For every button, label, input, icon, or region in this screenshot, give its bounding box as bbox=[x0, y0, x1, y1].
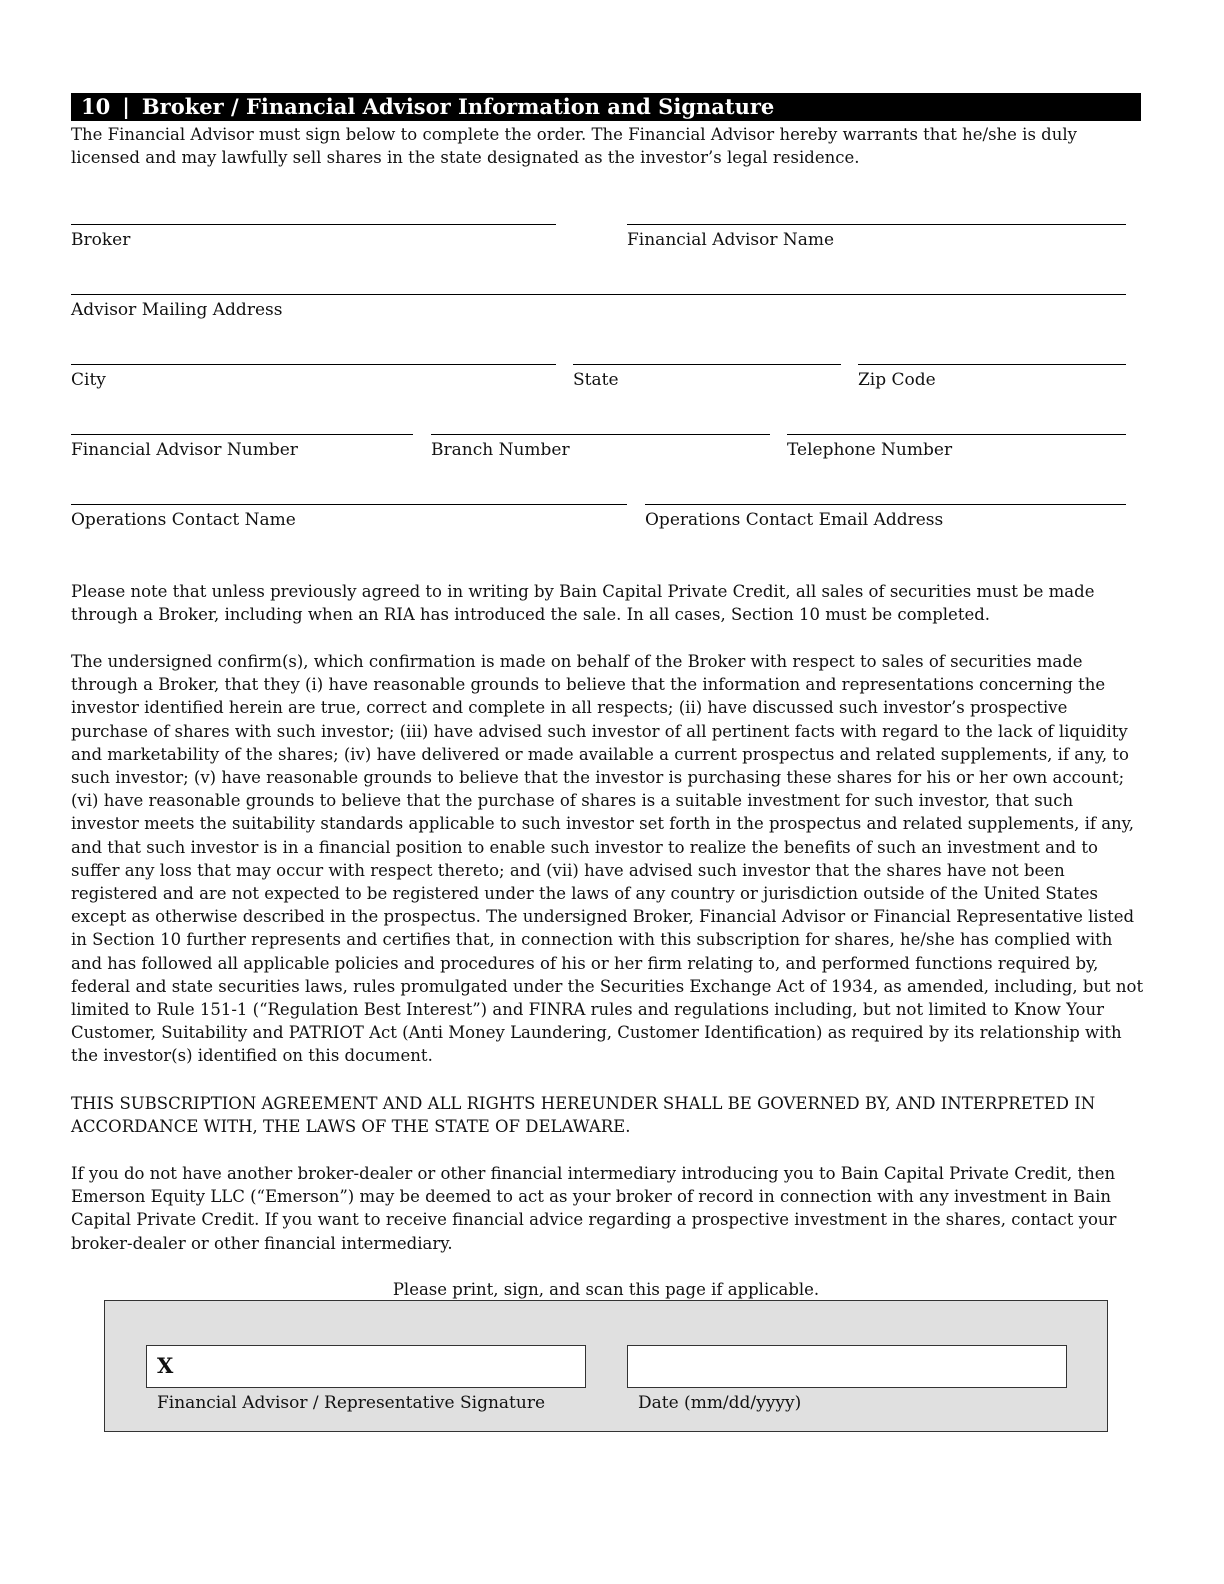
mailing-address-label: Advisor Mailing Address bbox=[71, 300, 283, 320]
ops-contact-email-field[interactable] bbox=[645, 504, 1126, 505]
ops-contact-email-label: Operations Contact Email Address bbox=[645, 510, 944, 530]
mailing-address-field[interactable] bbox=[71, 294, 1126, 295]
print-sign-instruction: Please print, sign, and scan this page if applicable. bbox=[392, 1280, 820, 1299]
ops-contact-name-field[interactable] bbox=[71, 504, 627, 505]
section-title: Broker / Financial Advisor Information and Signature bbox=[141, 94, 775, 119]
signature-panel bbox=[104, 1300, 1108, 1432]
advisor-number-field[interactable] bbox=[71, 434, 413, 435]
branch-number-label: Branch Number bbox=[431, 440, 570, 460]
broker-note-paragraph: Please note that unless previously agreed to in writing by Bain Capital Private Credit, all sales of securities must be made through a Broker, including when an RIA has introduced the sale. In all cases, Section 10 must be completed. bbox=[71, 582, 1095, 625]
state-field[interactable] bbox=[573, 364, 841, 365]
advisor-name-label: Financial Advisor Name bbox=[627, 230, 835, 250]
broker-field[interactable] bbox=[71, 224, 556, 225]
confirmation-paragraph: The undersigned confirm(s), which confirmation is made on behalf of the Broker with respect to sales of securities made through a Broker, that they (i) have reasonable grounds to believe that the information and representations concerning the investor identified herein are true, correct and complete in all respects; (ii) have discussed such investor’s prospective purchase of shares with such investor; (iii) have advised such investor of all pertinent facts with regard to the lack of liquidity and marketability of the shares; (iv) have delivered or made available a current prospectus and related supplements, if any, to such investor; (v) have reasonable grounds to believe that the investor is purchasing these shares for his or her own account; (vi) have reasonable grounds to believe that the purchase of shares is a suitable investment for such investor, that such investor meets the suitability standards applicable to such investor set forth in the prospectus and related supplements, if any, and that such investor is in a financial position to enable such investor to realize the benefits of such an investment and to suffer any loss that may occur with respect thereto; and (vii) have advised such investor that the shares have not been registered and are not expected to be registered under the laws of any country or jurisdiction outside of the United States except as otherwise described in the prospectus. The undersigned Broker, Financial Advisor or Financial Representative listed in Section 10 further represents and certifies that, in connection with this subscription for shares, he/she has complied with and has followed all applicable policies and procedures of his or her firm relating to, and performed functions required by, federal and state securities laws, rules promulgated under the Securities Exchange Act of 1934, as amended, including, but not limited to Rule 151-1 (“Regulation Best Interest”) and FINRA rules and regulations including, but not limited to Know Your Customer, Suitability and PATRIOT Act (Anti Money Laundering, Customer Identification) as required by its relationship with the investor(s) identified on this document. bbox=[71, 652, 1144, 1066]
signature-x-mark: X bbox=[157, 1353, 174, 1378]
telephone-field[interactable] bbox=[787, 434, 1126, 435]
advisor-name-field[interactable] bbox=[627, 224, 1126, 225]
date-label: Date (mm/dd/yyyy) bbox=[638, 1393, 802, 1413]
city-label: City bbox=[71, 370, 106, 390]
city-field[interactable] bbox=[71, 364, 556, 365]
telephone-label: Telephone Number bbox=[787, 440, 953, 460]
section-intro: The Financial Advisor must sign below to complete the order. The Financial Advisor hereby warrants that he/she is duly licensed and may lawfully sell shares in the state designated as the investor’s legal residence. bbox=[71, 125, 1077, 167]
advisor-number-label: Financial Advisor Number bbox=[71, 440, 298, 460]
date-field[interactable] bbox=[627, 1345, 1067, 1388]
state-label: State bbox=[573, 370, 619, 390]
ops-contact-name-label: Operations Contact Name bbox=[71, 510, 296, 530]
signature-label: Financial Advisor / Representative Signature bbox=[157, 1393, 546, 1413]
section-separator: | bbox=[122, 94, 130, 119]
zip-field[interactable] bbox=[858, 364, 1126, 365]
emerson-paragraph: If you do not have another broker-dealer or other financial intermediary introducing you to Bain Capital Private Credit, then Emerson Equity LLC (“Emerson”) may be deemed to act as your broker of record in connection with any investment in Bain Capital Private Credit. If you want to receive financial advice regarding a prospective investment in the shares, contact your broker-dealer or other financial intermediary. bbox=[71, 1164, 1117, 1253]
section-header bbox=[71, 93, 1141, 121]
broker-label: Broker bbox=[71, 230, 131, 250]
governing-law-paragraph: THIS SUBSCRIPTION AGREEMENT AND ALL RIGHTS HEREUNDER SHALL BE GOVERNED BY, AND INTERPRETED IN ACCORDANCE WITH, THE LAWS OF THE STATE OF DELAWARE. bbox=[71, 1094, 1096, 1137]
section-number: 10 bbox=[81, 94, 111, 119]
branch-number-field[interactable] bbox=[431, 434, 770, 435]
zip-label: Zip Code bbox=[858, 370, 936, 390]
signature-field[interactable] bbox=[146, 1345, 586, 1388]
